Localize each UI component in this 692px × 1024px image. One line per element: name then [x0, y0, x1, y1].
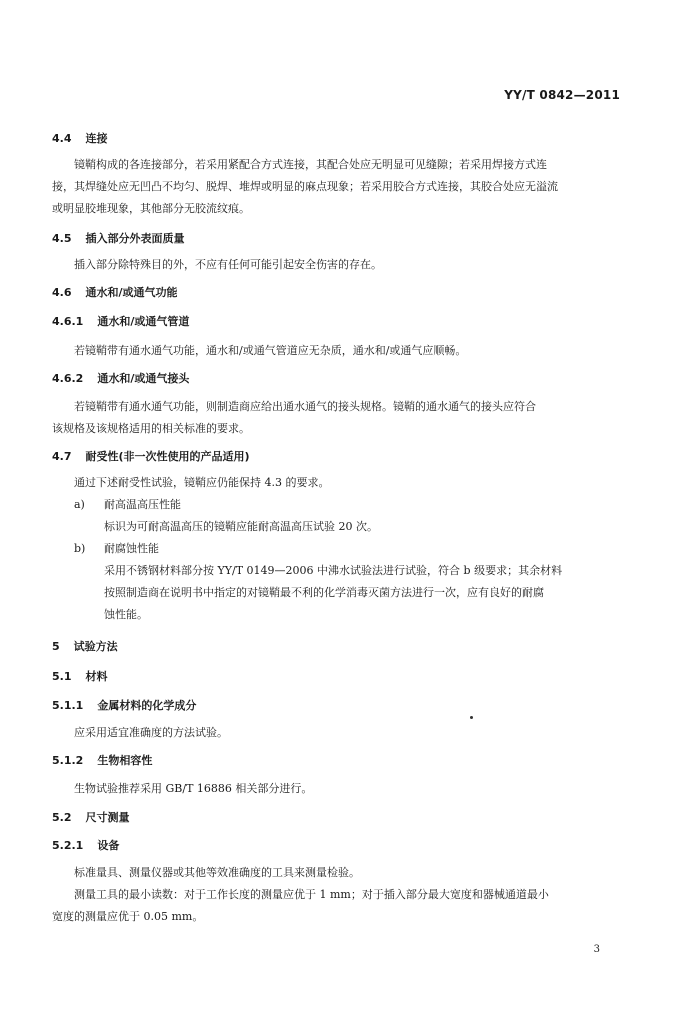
paragraph-line: 接，其焊缝处应无凹凸不均匀、脱焊、堆焊或明显的麻点现象；若采用胶合方式连接，其胶合处应无溢流 — [52, 180, 558, 193]
section-title: 材料 — [85, 670, 108, 683]
list-item-title: 耐腐蚀性能 — [104, 542, 159, 555]
paragraph-line: 宽度的测量应优于 0.05 mm。 — [52, 910, 204, 923]
paragraph-line: 或明显胶堆现象，其他部分无胶流纹痕。 — [52, 202, 250, 215]
paragraph-line: 通过下述耐受性试验，镜鞘应仍能保持 4.3 的要求。 — [74, 476, 330, 489]
heading-4-4 — [52, 130, 108, 146]
list-label-b: b) — [74, 542, 86, 555]
paragraph-line: 若镜鞘带有通水通气功能，通水和/或通气管道应无杂质，通水和/或通气应顺畅。 — [74, 344, 467, 357]
list-item-title: 耐高温高压性能 — [104, 498, 181, 511]
section-title: 设备 — [97, 839, 120, 852]
section-number: 5.1 — [52, 670, 72, 683]
section-number: 5.2 — [52, 811, 72, 824]
section-title: 生物相容性 — [97, 754, 153, 767]
heading-5 — [52, 638, 118, 654]
paragraph-line: 插入部分除特殊目的外，不应有任何可能引起安全伤害的存在。 — [74, 258, 382, 271]
section-title: 通水和/或通气管道 — [97, 315, 190, 328]
heading-4-7 — [52, 448, 250, 464]
section-title: 金属材料的化学成分 — [97, 699, 197, 712]
paragraph-line: 镜鞘构成的各连接部分，若采用紧配合方式连接，其配合处应无明显可见缝隙；若采用焊接方式连 — [74, 158, 547, 171]
paragraph-line: 按照制造商在说明书中指定的对镜鞘最不利的化学消毒灭菌方法进行一次，应有良好的耐腐 — [104, 586, 544, 599]
heading-4-6-1 — [52, 313, 189, 329]
section-title: 尺寸测量 — [85, 811, 130, 824]
paragraph-line: 该规格及该规格适用的相关标准的要求。 — [52, 422, 250, 435]
paragraph-line: 测量工具的最小读数：对于工作长度的测量应优于 1 mm；对于插入部分最大宽度和器械通道最小 — [74, 888, 549, 901]
section-title: 通水和/或通气接头 — [97, 372, 190, 385]
paragraph-line: 蚀性能。 — [104, 608, 148, 621]
heading-5-1-1 — [52, 697, 196, 713]
section-title: 连接 — [85, 132, 108, 145]
heading-5-2 — [52, 809, 130, 825]
paragraph-line: 若镜鞘带有通水通气功能，则制造商应给出通水通气的接头规格。镜鞘的通水通气的接头应符合 — [74, 400, 536, 413]
section-title: 耐受性(非一次性使用的产品适用) — [85, 450, 250, 463]
paragraph-line: 生物试验推荐采用 GB/T 16886 相关部分进行。 — [74, 782, 313, 795]
standard-code: YY/T 0842—2011 — [504, 88, 620, 102]
section-number: 4.4 — [52, 132, 72, 145]
speck-mark — [470, 716, 473, 719]
heading-5-2-1 — [52, 837, 119, 853]
heading-4-6 — [52, 284, 178, 300]
section-number: 4.6.2 — [52, 372, 84, 385]
section-title: 试验方法 — [73, 640, 118, 653]
section-number: 5.1.2 — [52, 754, 84, 767]
heading-4-5 — [52, 230, 185, 246]
page-number: 3 — [593, 944, 600, 955]
heading-4-6-2 — [52, 370, 189, 386]
section-number: 4.6 — [52, 286, 72, 299]
section-title: 插入部分外表面质量 — [85, 232, 185, 245]
section-number: 5.1.1 — [52, 699, 84, 712]
paragraph-line: 采用不锈钢材料部分按 YY/T 0149—2006 中沸水试验法进行试验，符合 b 级要求；其余材料 — [104, 564, 563, 577]
list-label-a: a) — [74, 498, 85, 511]
section-number: 5.2.1 — [52, 839, 84, 852]
paragraph-line: 标识为可耐高温高压的镜鞘应能耐高温高压试验 20 次。 — [104, 520, 378, 533]
section-title: 通水和/或通气功能 — [85, 286, 178, 299]
heading-5-1-2 — [52, 752, 152, 768]
section-number: 5 — [52, 640, 60, 653]
section-number: 4.5 — [52, 232, 72, 245]
heading-5-1 — [52, 668, 108, 684]
paragraph-line: 应采用适宜准确度的方法试验。 — [74, 726, 228, 739]
paragraph-line: 标准量具、测量仪器或其他等效准确度的工具来测量检验。 — [74, 866, 360, 879]
section-number: 4.6.1 — [52, 315, 84, 328]
section-number: 4.7 — [52, 450, 72, 463]
